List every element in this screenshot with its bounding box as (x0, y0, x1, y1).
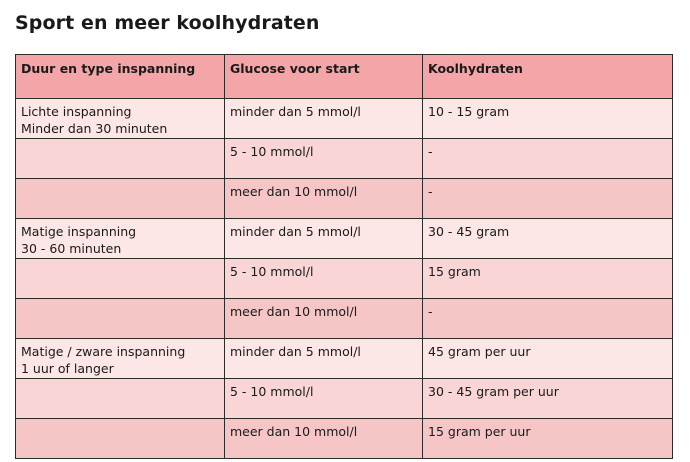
exercise-duration-label: 30 - 60 minuten (21, 241, 122, 256)
header-glucose: Glucose voor start (225, 55, 423, 99)
exercise-type-cell (16, 299, 225, 339)
carbohydrate-table (15, 54, 673, 459)
header-carbohydrates: Koolhydraten (423, 55, 673, 99)
table-header-row (16, 55, 673, 99)
glucose-cell: meer dan 10 mmol/l (225, 179, 423, 219)
exercise-duration-label: Minder dan 30 minuten (21, 121, 168, 136)
carbs-cell: 30 - 45 gram (423, 219, 673, 259)
glucose-cell: meer dan 10 mmol/l (225, 299, 423, 339)
carbs-cell: 30 - 45 gram per uur (423, 379, 673, 419)
carbs-cell: 15 gram per uur (423, 419, 673, 459)
exercise-type-label: Matige inspanning (21, 224, 137, 239)
exercise-type-cell (16, 139, 225, 179)
carbs-cell: 45 gram per uur (423, 339, 673, 379)
glucose-cell: 5 - 10 mmol/l (225, 379, 423, 419)
carbs-cell: - (423, 139, 673, 179)
page-title: Sport en meer koolhydraten (15, 12, 320, 34)
table-row (16, 379, 673, 419)
carbs-cell: - (423, 299, 673, 339)
exercise-type-cell (16, 99, 225, 139)
table-row (16, 419, 673, 459)
table-row (16, 179, 673, 219)
exercise-type-cell (16, 379, 225, 419)
table-row (16, 299, 673, 339)
exercise-type-label: Lichte inspanning (21, 104, 132, 119)
table-row (16, 259, 673, 299)
table-row (16, 99, 673, 139)
header-duration-type: Duur en type inspanning (16, 55, 225, 99)
table-row (16, 219, 673, 259)
table-row (16, 339, 673, 379)
glucose-cell: minder dan 5 mmol/l (225, 339, 423, 379)
exercise-type-cell (16, 339, 225, 379)
glucose-cell: minder dan 5 mmol/l (225, 99, 423, 139)
exercise-type-cell (16, 219, 225, 259)
exercise-duration-label: 1 uur of langer (21, 361, 114, 376)
table-row (16, 139, 673, 179)
glucose-cell: 5 - 10 mmol/l (225, 139, 423, 179)
exercise-type-label: Matige / zware inspanning (21, 344, 186, 359)
glucose-cell: meer dan 10 mmol/l (225, 419, 423, 459)
exercise-type-cell (16, 179, 225, 219)
carbs-cell: - (423, 179, 673, 219)
glucose-cell: 5 - 10 mmol/l (225, 259, 423, 299)
exercise-type-cell (16, 419, 225, 459)
exercise-type-cell (16, 259, 225, 299)
carbs-cell: 10 - 15 gram (423, 99, 673, 139)
carbs-cell: 15 gram (423, 259, 673, 299)
glucose-cell: minder dan 5 mmol/l (225, 219, 423, 259)
